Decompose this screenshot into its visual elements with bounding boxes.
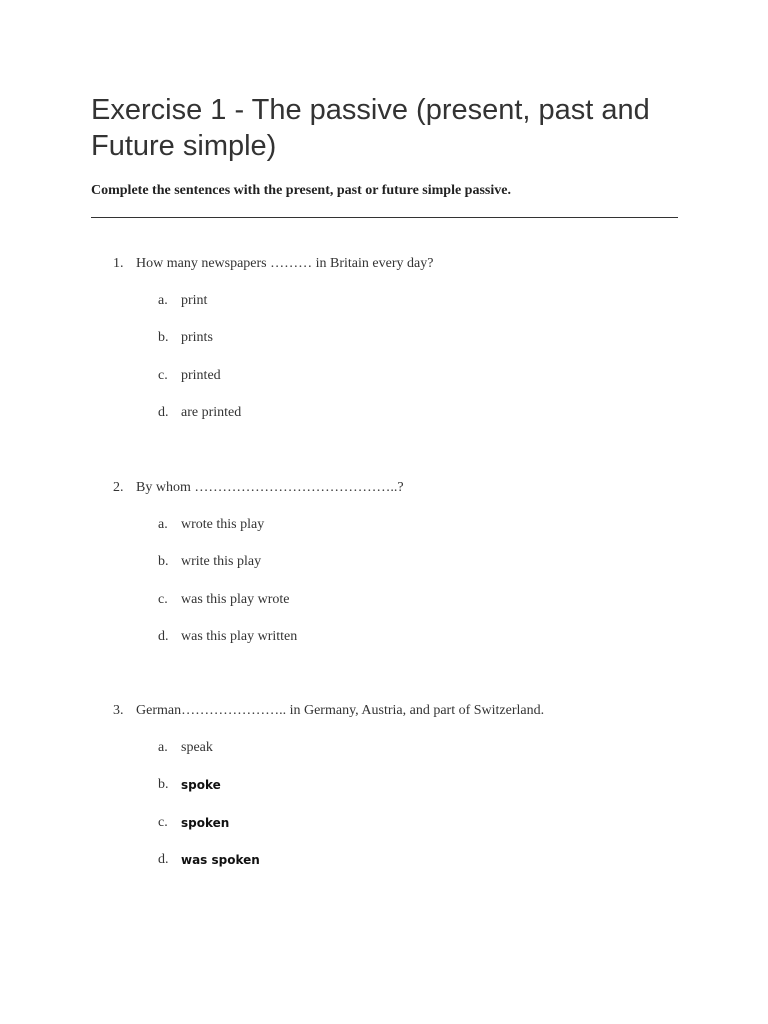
option-letter: c. — [158, 815, 168, 830]
question-number: 1. — [113, 256, 124, 271]
option-text: print — [181, 293, 208, 308]
option-letter: a. — [158, 517, 168, 532]
option-letter: d. — [158, 405, 169, 420]
question-3-option-c — [0, 815, 768, 835]
option-letter: a. — [158, 293, 168, 308]
option-letter: a. — [158, 740, 168, 755]
option-letter: c. — [158, 592, 168, 607]
question-2-option-c — [0, 592, 768, 612]
question-2-option-b — [0, 554, 768, 574]
question-text: German………………….. in Germany, Austria, and part of Switzerland. — [136, 703, 545, 718]
option-text: speak — [181, 740, 213, 755]
question-2-option-a — [0, 517, 768, 537]
option-text: was this play wrote — [181, 592, 290, 607]
divider — [91, 217, 678, 218]
question-number: 2. — [113, 480, 124, 495]
option-text: spoke — [181, 778, 221, 792]
option-letter: b. — [158, 777, 169, 792]
option-text: are printed — [181, 405, 242, 420]
option-text: printed — [181, 368, 221, 383]
option-letter: b. — [158, 554, 169, 569]
option-text: prints — [181, 330, 213, 345]
option-text: spoken — [181, 816, 230, 830]
question-2-option-d — [0, 629, 768, 649]
option-text: was this play written — [181, 629, 298, 644]
question-number: 3. — [113, 703, 124, 718]
option-letter: d. — [158, 629, 169, 644]
option-text: write this play — [181, 554, 262, 569]
question-1-option-b — [0, 330, 768, 350]
question-text: By whom ……………………………………..? — [136, 480, 404, 495]
option-letter: c. — [158, 368, 168, 383]
option-letter: b. — [158, 330, 169, 345]
question-1-option-d — [0, 405, 768, 425]
question-text: How many newspapers ……… in Britain every day? — [136, 256, 434, 271]
instructions: Complete the sentences with the present, past or future simple passive. — [91, 183, 511, 198]
option-letter: d. — [158, 852, 169, 867]
question-3-option-a — [0, 740, 768, 760]
option-text: wrote this play — [181, 517, 265, 532]
question-1-option-a — [0, 293, 768, 313]
question-3-option-d — [0, 852, 768, 872]
question-1-option-c — [0, 368, 768, 388]
option-text: was spoken — [181, 853, 260, 867]
page-title: Exercise 1 - The passive (present, past and Future simple) — [91, 94, 650, 162]
question-3-option-b — [0, 777, 768, 797]
